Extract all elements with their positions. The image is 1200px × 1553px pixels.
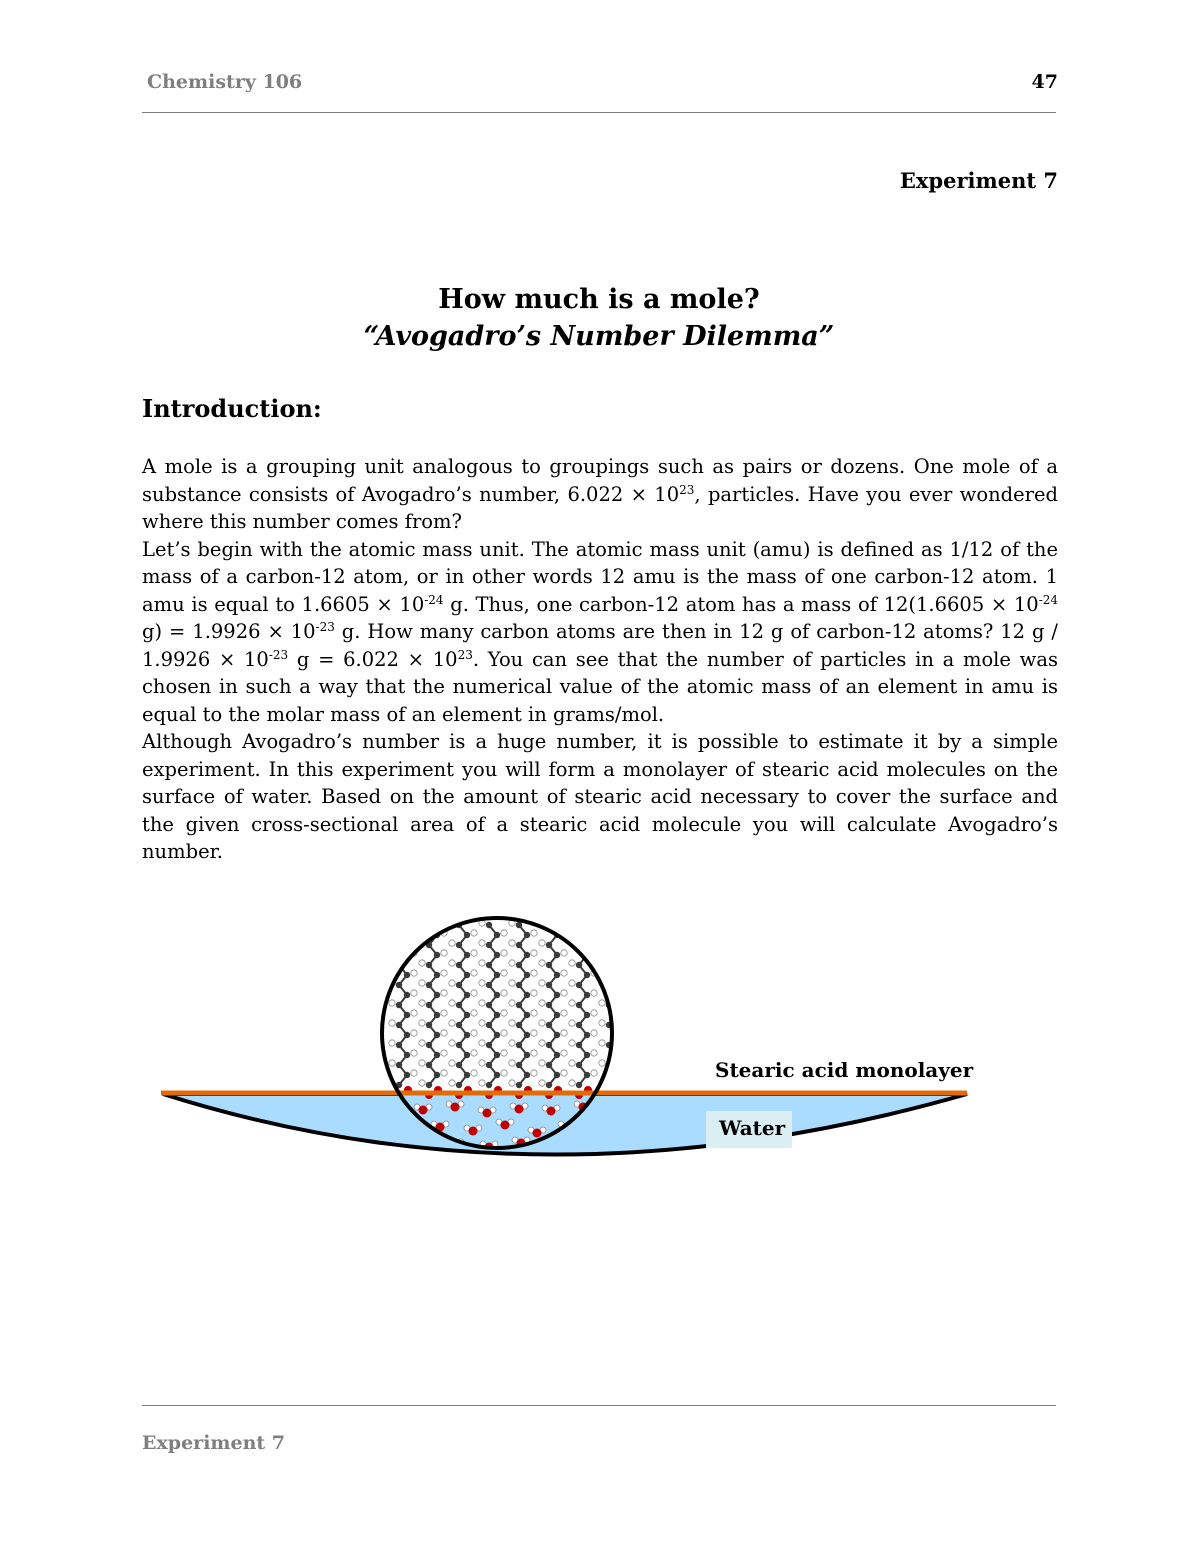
hydrogen-atom xyxy=(501,990,507,996)
carbon-atom xyxy=(434,1012,440,1018)
hydrogen-atom xyxy=(539,1040,545,1046)
carbon-atom xyxy=(584,1052,590,1058)
hydrogen-atom xyxy=(531,1030,537,1036)
carbon-atom xyxy=(396,1022,402,1028)
hydrogen-atom xyxy=(569,1060,575,1066)
carbon-atom xyxy=(606,922,612,928)
hydrogen-atom xyxy=(621,1070,627,1076)
hydrogen-atom xyxy=(411,1010,417,1016)
hydrogen-atom xyxy=(591,1010,597,1016)
hydrogen-atom xyxy=(561,1010,567,1016)
hydrogen-atom xyxy=(501,930,507,936)
hydrogen-atom xyxy=(591,930,597,936)
hydrogen-atom xyxy=(449,1000,455,1006)
carbon-atom xyxy=(486,922,492,928)
hydrogen-atom xyxy=(389,1060,395,1066)
hydrogen-atom xyxy=(591,1050,597,1056)
p2-text-a: Let’s begin with the atomic mass unit. The atomic mass unit (amu) is defined as 1/12 of the mass of a carbon-12 atom, or in other words 12 amu is the mass of one carbon-12 atom. 1 amu is equal to 1.6605 × 10 xyxy=(142,537,1058,616)
carbon-atom xyxy=(606,962,612,968)
carbon-atom xyxy=(614,952,620,958)
hydrogen-atom xyxy=(569,1040,575,1046)
carbon-atom xyxy=(576,1062,582,1068)
hydrogen-atom xyxy=(509,1040,515,1046)
carbon-atom xyxy=(554,1032,560,1038)
hydrogen-atom xyxy=(441,990,447,996)
carbon-atom xyxy=(576,942,582,948)
carbon-atom xyxy=(464,1032,470,1038)
hydrogen-atom xyxy=(449,1080,455,1086)
paragraph-3: Although Avogadro’s number is a huge number, it is possible to estimate it by a simple experiment. In this experiment you will form a monolayer of stearic acid molecules on the surface of water. Based on the amount of stearic acid necessary to cover the surface and the given cross-sectional area of a stearic acid molecule you will calculate Avogadro’s number. xyxy=(142,730,1058,863)
hydrogen-atom xyxy=(479,1080,485,1086)
carbon-atom xyxy=(524,1052,530,1058)
p2-text-f: . You can see that the number of particles in a mole was chosen in such a way that the numerical value of the atomic mass of an element in amu is equal to the molar mass of an element in grams/mol. xyxy=(142,647,1059,726)
carbon-atom xyxy=(614,1032,620,1038)
carbon-atom xyxy=(576,1002,582,1008)
water-oxygen xyxy=(451,1103,460,1112)
carbon-atom xyxy=(524,1032,530,1038)
p2-text-c: g) = 1.9926 × 10 xyxy=(142,620,316,643)
hydrogen-atom xyxy=(389,960,395,966)
carbon-atom xyxy=(516,942,522,948)
hydrogen-atom xyxy=(449,960,455,966)
hydrogen-atom xyxy=(389,1020,395,1026)
hydrogen-atom xyxy=(479,1060,485,1066)
p2-text-d: g. How many carbon atoms are then in 12 g of carbon-12 atoms? 12 g / 1.9926 × 10 xyxy=(142,620,1058,671)
hydrogen-atom xyxy=(539,1020,545,1026)
carbon-atom xyxy=(404,1072,410,1078)
carbon-atom xyxy=(554,1012,560,1018)
hydrogen-atom xyxy=(591,1030,597,1036)
carbon-atom xyxy=(486,1022,492,1028)
hydrogen-atom xyxy=(501,1030,507,1036)
carbon-atom xyxy=(516,1082,522,1088)
carbon-atom xyxy=(456,982,462,988)
carbon-atom xyxy=(546,1042,552,1048)
hydrogen-atom xyxy=(411,930,417,936)
hydrogen-atom xyxy=(501,1050,507,1056)
hydrogen-atom xyxy=(501,1010,507,1016)
carbon-atom xyxy=(584,932,590,938)
hydrogen-atom xyxy=(419,980,425,986)
carbon-atom xyxy=(546,1022,552,1028)
hydrogen-atom xyxy=(471,1010,477,1016)
hydrogen-atom xyxy=(479,1020,485,1026)
carbon-atom xyxy=(456,962,462,968)
introduction-body xyxy=(142,453,1058,866)
carbon-atom xyxy=(516,922,522,928)
carbon-atom xyxy=(494,1052,500,1058)
hydrogen-atom xyxy=(539,940,545,946)
carbon-atom xyxy=(516,1042,522,1048)
carbon-atom xyxy=(584,1032,590,1038)
hydrogen-atom xyxy=(591,950,597,956)
carbon-atom xyxy=(486,1062,492,1068)
hydrogen-atom xyxy=(599,1020,605,1026)
hydrogen-atom xyxy=(419,1060,425,1066)
monolayer-diagram xyxy=(155,895,985,1185)
hydrogen-atom xyxy=(471,1030,477,1036)
hydrogen-atom xyxy=(441,1050,447,1056)
water-oxygen xyxy=(533,1129,542,1138)
hydrogen-atom xyxy=(561,990,567,996)
hydrogen-atom xyxy=(509,1080,515,1086)
carbon-atom xyxy=(576,922,582,928)
hydrogen-atom xyxy=(441,950,447,956)
carbon-atom xyxy=(546,982,552,988)
carbon-atom xyxy=(404,1012,410,1018)
hydrogen-atom xyxy=(561,1070,567,1076)
carbon-atom xyxy=(426,1062,432,1068)
carbon-atom xyxy=(614,932,620,938)
carbon-atom xyxy=(554,1052,560,1058)
hydrogen-atom xyxy=(471,950,477,956)
carbon-atom xyxy=(524,952,530,958)
carbon-atom xyxy=(456,942,462,948)
carbon-atom xyxy=(554,1072,560,1078)
hydrogen-atom xyxy=(569,980,575,986)
carbon-atom xyxy=(524,1012,530,1018)
carbon-atom xyxy=(464,992,470,998)
carbon-atom xyxy=(606,1082,612,1088)
hydrogen-atom xyxy=(471,1050,477,1056)
carbon-atom xyxy=(456,1002,462,1008)
hydrogen-atom xyxy=(479,1000,485,1006)
carbon-atom xyxy=(464,1052,470,1058)
carbon-atom xyxy=(614,1012,620,1018)
carbon-atom xyxy=(404,972,410,978)
carbon-atom xyxy=(434,1052,440,1058)
carbon-atom xyxy=(546,1082,552,1088)
hydrogen-atom xyxy=(471,990,477,996)
hydrogen-atom xyxy=(419,1000,425,1006)
carbon-atom xyxy=(396,982,402,988)
hydrogen-atom xyxy=(599,1000,605,1006)
carbon-atom xyxy=(516,982,522,988)
hydrogen-atom xyxy=(509,980,515,986)
carbon-atom xyxy=(614,1072,620,1078)
hydrogen-atom xyxy=(569,920,575,926)
hydrogen-atom xyxy=(501,970,507,976)
hydrogen-atom xyxy=(621,930,627,936)
carbon-atom xyxy=(426,1082,432,1088)
hydrogen-atom xyxy=(531,1070,537,1076)
carbon-atom xyxy=(396,922,402,928)
monolayer-figure xyxy=(155,895,985,1189)
hydrogen-atom xyxy=(561,1050,567,1056)
hydrogen-atom xyxy=(569,1020,575,1026)
carbon-atom xyxy=(546,962,552,968)
hydrogen-atom xyxy=(561,970,567,976)
carbon-atom xyxy=(584,972,590,978)
p2-text-e: g = 6.022 × 10 xyxy=(288,647,458,671)
carbon-atom xyxy=(576,962,582,968)
carbon-atom xyxy=(576,982,582,988)
hydrogen-atom xyxy=(509,960,515,966)
carbon-atom xyxy=(614,1052,620,1058)
p2-exponent-4: -23 xyxy=(268,647,289,662)
hydrogen-atom xyxy=(411,990,417,996)
carbon-atom xyxy=(464,1072,470,1078)
hydrogen-atom xyxy=(599,920,605,926)
hydrogen-atom xyxy=(479,980,485,986)
carbon-atom xyxy=(554,972,560,978)
page-title: How much is a mole? xyxy=(438,284,760,315)
header-divider xyxy=(142,112,1056,113)
carbon-atom xyxy=(546,1002,552,1008)
carbon-atom xyxy=(494,952,500,958)
hydrogen-atom xyxy=(621,970,627,976)
carbon-atom xyxy=(524,972,530,978)
experiment-label: Experiment 7 xyxy=(899,168,1058,193)
hydrogen-atom xyxy=(501,950,507,956)
hydrogen-atom xyxy=(441,1010,447,1016)
hydrogen-atom xyxy=(411,1030,417,1036)
hydrogen-atom xyxy=(569,1000,575,1006)
carbon-atom xyxy=(456,1082,462,1088)
carbon-atom xyxy=(456,1062,462,1068)
hydrogen-atom xyxy=(561,1030,567,1036)
hydrogen-atom xyxy=(561,950,567,956)
hydrogen-atom xyxy=(389,920,395,926)
section-heading: Introduction: xyxy=(142,394,322,423)
hydrogen-atom xyxy=(599,940,605,946)
carbon-atom xyxy=(426,1022,432,1028)
hydrogen-atom xyxy=(531,1050,537,1056)
carbon-atom xyxy=(614,992,620,998)
carbon-atom xyxy=(584,1072,590,1078)
hydrogen-atom xyxy=(599,1040,605,1046)
hydrogen-atom xyxy=(561,930,567,936)
paragraph-1 xyxy=(142,453,1058,536)
hydrogen-atom xyxy=(479,940,485,946)
hydrogen-atom xyxy=(411,1050,417,1056)
water-oxygen xyxy=(469,1127,478,1136)
carbon-atom xyxy=(396,1002,402,1008)
hydrogen-atom xyxy=(591,990,597,996)
hydrogen-atom xyxy=(419,1040,425,1046)
carbon-atom xyxy=(404,1052,410,1058)
hydrogen-atom xyxy=(479,960,485,966)
hydrogen-atom xyxy=(471,970,477,976)
carbon-atom xyxy=(614,972,620,978)
carbon-atom xyxy=(494,1012,500,1018)
hydrogen-atom xyxy=(539,960,545,966)
hydrogen-atom xyxy=(531,930,537,936)
carbon-atom xyxy=(546,1062,552,1068)
carbon-atom xyxy=(606,942,612,948)
hydrogen-atom xyxy=(599,960,605,966)
carbon-atom xyxy=(606,982,612,988)
hydrogen-atom xyxy=(389,1000,395,1006)
p1-text-a: A mole is a grouping unit analogous to groupings such as pairs or dozens. One mole of a substance consists of Avogadro’s number, 6.022 × 10 xyxy=(142,455,1058,506)
page-number: 47 xyxy=(1031,71,1058,93)
carbon-atom xyxy=(516,962,522,968)
hydrogen-atom xyxy=(389,940,395,946)
hydrogen-atom xyxy=(441,1070,447,1076)
carbon-atom xyxy=(426,1042,432,1048)
carbon-atom xyxy=(576,1082,582,1088)
title-block xyxy=(142,282,1056,356)
carbon-atom xyxy=(464,972,470,978)
hydrogen-atom xyxy=(531,950,537,956)
carbon-atom xyxy=(426,962,432,968)
carbon-atom xyxy=(576,1042,582,1048)
p2-exponent-2: -24 xyxy=(1038,592,1059,607)
carbon-atom xyxy=(404,932,410,938)
hydrogen-atom xyxy=(411,1070,417,1076)
carbon-atom xyxy=(524,992,530,998)
carbon-atom xyxy=(396,1042,402,1048)
carbon-atom xyxy=(524,1072,530,1078)
hydrogen-atom xyxy=(501,1070,507,1076)
carbon-atom xyxy=(516,1022,522,1028)
hydrogen-atom xyxy=(449,1020,455,1026)
hydrogen-atom xyxy=(569,1080,575,1086)
hydrogen-atom xyxy=(531,990,537,996)
carbon-atom xyxy=(584,1012,590,1018)
carbon-atom xyxy=(486,1042,492,1048)
hydrogen-atom xyxy=(621,1030,627,1036)
carbon-atom xyxy=(396,1062,402,1068)
carbon-atom xyxy=(554,992,560,998)
carbon-atom xyxy=(524,932,530,938)
hydrogen-atom xyxy=(389,1040,395,1046)
footer-label: Experiment 7 xyxy=(142,1432,286,1454)
hydrogen-atom xyxy=(509,1020,515,1026)
carbon-atom xyxy=(434,1032,440,1038)
hydrogen-atom xyxy=(621,950,627,956)
carbon-atom xyxy=(434,952,440,958)
hydrogen-atom xyxy=(471,930,477,936)
water-oxygen xyxy=(547,1107,556,1116)
hydrogen-atom xyxy=(441,1030,447,1036)
carbon-atom xyxy=(516,1062,522,1068)
carbon-atom xyxy=(494,972,500,978)
hydrogen-atom xyxy=(621,1010,627,1016)
p1-text-b: , particles. Have you ever wondered where this number comes from? xyxy=(142,482,1059,533)
carbon-atom xyxy=(396,942,402,948)
carbon-atom xyxy=(584,992,590,998)
carbon-atom xyxy=(494,992,500,998)
hydrogen-atom xyxy=(441,970,447,976)
carbon-atom xyxy=(486,1082,492,1088)
page-subtitle: “Avogadro’s Number Dilemma” xyxy=(363,321,835,352)
water-label: Water xyxy=(719,1116,786,1140)
hydrogen-atom xyxy=(479,1040,485,1046)
carbon-atom xyxy=(426,982,432,988)
carbon-atom xyxy=(434,1072,440,1078)
hydrogen-atom xyxy=(471,1070,477,1076)
hydrogen-atom xyxy=(569,960,575,966)
hydrogen-atom xyxy=(531,970,537,976)
hydrogen-atom xyxy=(539,1000,545,1006)
hydrogen-atom xyxy=(419,1080,425,1086)
hydrogen-atom xyxy=(531,1010,537,1016)
carbon-atom xyxy=(576,1022,582,1028)
carbon-atom xyxy=(486,942,492,948)
hydrogen-atom xyxy=(539,1060,545,1066)
carbon-atom xyxy=(546,942,552,948)
carbon-atom xyxy=(464,952,470,958)
carbon-atom xyxy=(516,1002,522,1008)
hydrogen-atom xyxy=(411,970,417,976)
carbon-atom xyxy=(434,972,440,978)
paragraph-2 xyxy=(142,536,1058,729)
carbon-atom xyxy=(426,1002,432,1008)
hydrogen-atom xyxy=(509,1060,515,1066)
carbon-atom xyxy=(486,1002,492,1008)
carbon-atom xyxy=(464,932,470,938)
water-oxygen xyxy=(501,1121,510,1130)
carbon-atom xyxy=(434,992,440,998)
p2-exponent-3: -23 xyxy=(315,620,335,634)
carbon-atom xyxy=(404,992,410,998)
monolayer-label: Stearic acid monolayer xyxy=(715,1058,974,1082)
hydrogen-atom xyxy=(419,1020,425,1026)
carbon-atom xyxy=(486,962,492,968)
water-oxygen xyxy=(515,1105,524,1114)
hydrogen-atom xyxy=(599,1060,605,1066)
hydrogen-atom xyxy=(449,940,455,946)
p1-exponent: 23 xyxy=(679,482,695,497)
carbon-atom xyxy=(456,1022,462,1028)
carbon-atom xyxy=(404,1032,410,1038)
carbon-atom xyxy=(494,932,500,938)
p2-exponent-5: 23 xyxy=(457,647,473,662)
hydrogen-atom xyxy=(509,1000,515,1006)
hydrogen-atom xyxy=(621,990,627,996)
hydrogen-atom xyxy=(449,1060,455,1066)
hydrogen-atom xyxy=(449,980,455,986)
water-oxygen xyxy=(483,1109,492,1118)
water-oxygen xyxy=(419,1106,428,1115)
p2-text-b: g. Thus, one carbon-12 atom has a mass of 12(1.6605 × 10 xyxy=(443,592,1039,616)
carbon-atom xyxy=(464,1012,470,1018)
hydrogen-atom xyxy=(539,1080,545,1086)
hydrogen-atom xyxy=(509,940,515,946)
carbon-atom xyxy=(554,952,560,958)
carbon-atom xyxy=(456,1042,462,1048)
carbon-atom xyxy=(494,1032,500,1038)
hydrogen-atom xyxy=(539,980,545,986)
carbon-atom xyxy=(426,922,432,928)
p2-exponent-1: -24 xyxy=(424,592,444,607)
carbon-atom xyxy=(486,982,492,988)
hydrogen-atom xyxy=(419,920,425,926)
header-course: Chemistry 106 xyxy=(147,71,303,93)
hydrogen-atom xyxy=(449,1040,455,1046)
hydrogen-atom xyxy=(621,1050,627,1056)
carbon-atom xyxy=(494,1072,500,1078)
hydrogen-atom xyxy=(591,1070,597,1076)
footer-divider xyxy=(142,1405,1056,1406)
hydrogen-atom xyxy=(419,960,425,966)
